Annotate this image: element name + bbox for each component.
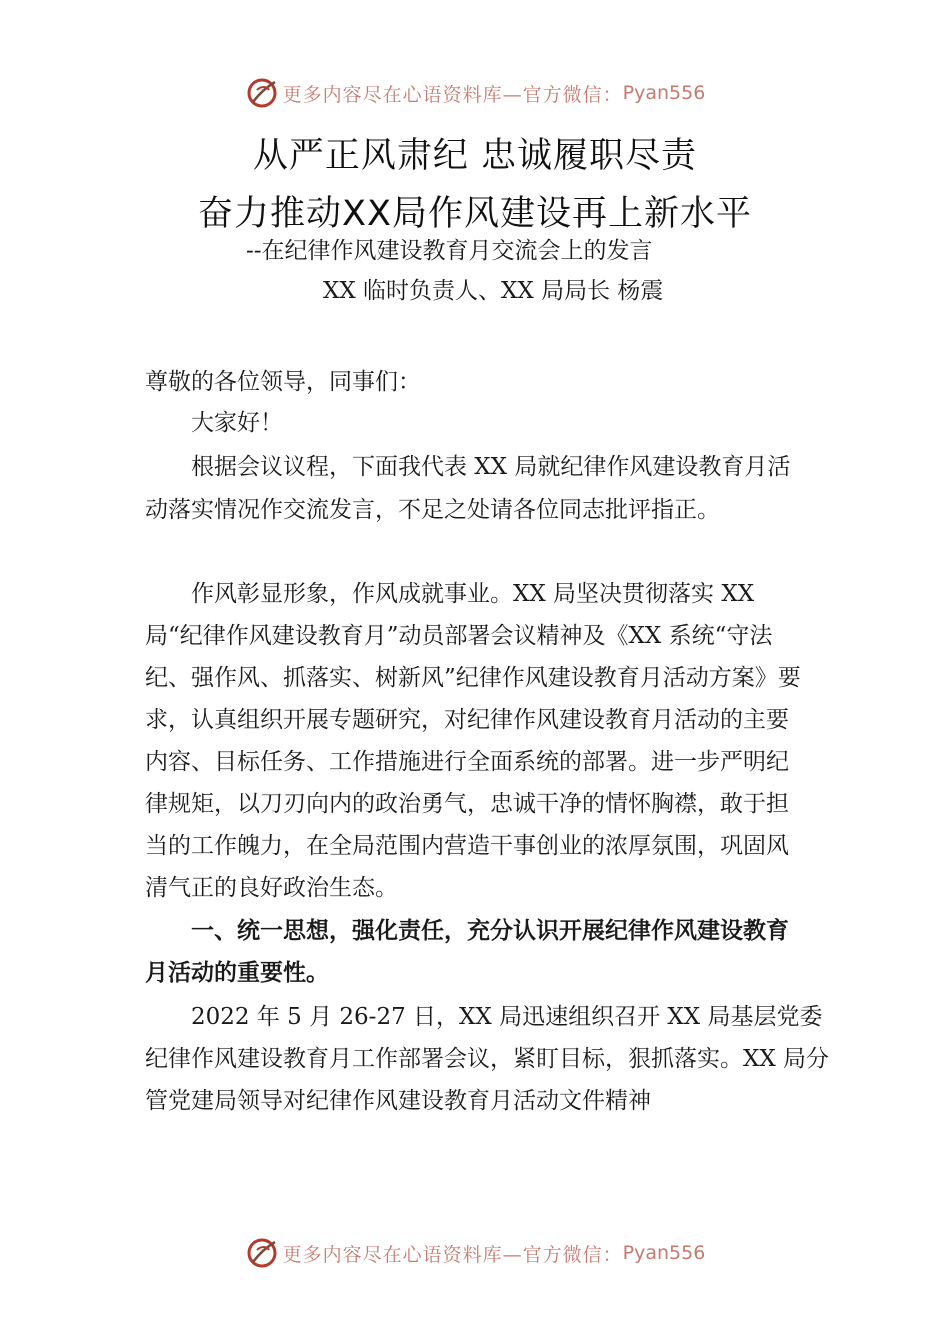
hello-line: 大家好！ [191,410,283,436]
watermark-account: Pyan556 [622,82,706,104]
document-subtitle: --在纪律作风建设教育月交流会上的发言 [246,238,653,264]
greeting: 尊敬的各位领导，同事们： [145,369,421,395]
watermark-top [0,73,950,113]
document-title-line2: 奋力推动XX局作风建设再上新水平 [198,194,752,234]
watermark-bottom [0,1233,950,1273]
section-heading-1: 一、统一思想，强化责任，充分认识开展纪律作风建设教育月活动的重要性。 [145,918,789,986]
document-author: XX 临时负责人、XX 局局长 杨震 [323,278,664,304]
paragraph-3: 2022 年 5 月 26-27 日，XX 局迅速组织召开 XX 局基层党委纪律作风建设教育月工作部署会议，紧盯目标，狠抓落实。XX 局分管党建局领导对纪律作风建设教育月活动文件精神 [145,1004,830,1114]
watermark-logo-icon [245,1236,279,1270]
watermark-text: 更多内容尽在心语资料库—官方微信： [282,1243,623,1266]
paragraph-1: 根据会议议程，下面我代表 XX 局就纪律作风建设教育月活动落实情况作交流发言，不足之处请各位同志批评指正。 [145,454,791,523]
watermark-text: 更多内容尽在心语资料库—官方微信： [282,83,623,106]
watermark-logo-icon [245,76,279,110]
document-title-line1: 从严正风肃纪 忠诚履职尽责 [252,136,698,176]
paragraph-2: 作风彰显形象，作风成就事业。XX 局坚决贯彻落实 XX 局“纪律作风建设教育月”动员部署会议精神及《XX 系统“守法纪、强作风、抓落实、树新风”纪律作风建设教育月活动方案》要求，认真组织开展专题研究，对纪律作风建设教育月活动的主要内容、目标任务、工作措施进行全面系统的部署。进一步严明纪律规矩，以刀刃向内的政治勇气，忠诚干净的情怀胸襟，敢于担当的工作魄力，在全局范围内营造干事创业的浓厚氛围，巩固风清气正的良好政治生态。 [145,581,801,901]
watermark-account: Pyan556 [622,1242,706,1264]
